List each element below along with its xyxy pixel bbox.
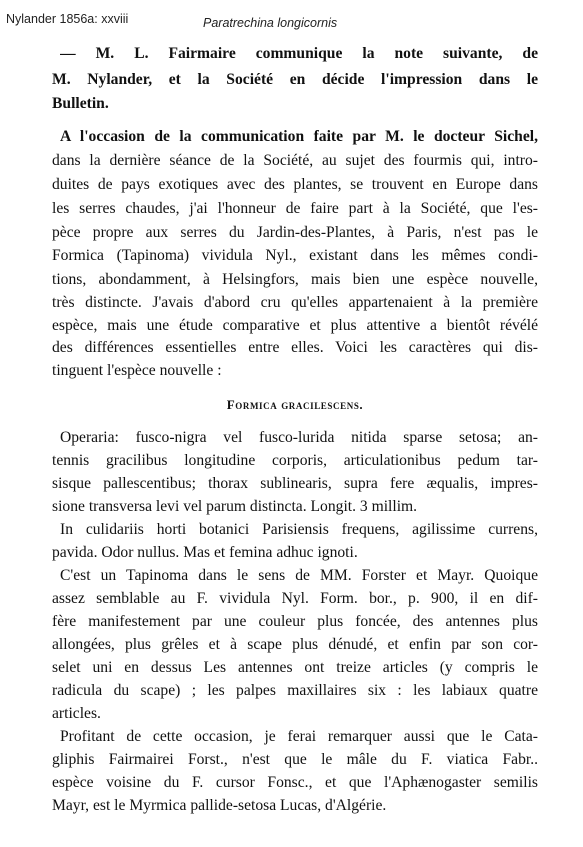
text-line: pavida. Odor nullus. Mas et femina adhuc ignoti. — [52, 544, 358, 561]
text-line: Operaria: fusco-nigra vel fusco-lurida nitida sparse setosa; an- — [60, 429, 538, 446]
text-line: sione transversa levi vel parum distincta. Longit. 3 millim. — [52, 498, 418, 515]
text-line: allongées, plus grêles et à scape plus dénudé, et enfin par son cor- — [52, 636, 538, 653]
text-line: A l'occasion de la communication faite par M. le docteur Sichel, — [60, 128, 538, 145]
text-line: espèce voisine du F. cursor Fonsc., et que l'Aphænogaster semilis — [52, 774, 538, 791]
text-line: assez semblable au F. vividula Nyl. Form. bor., p. 900, il en dif- — [52, 590, 538, 607]
text-line: des différences essentielles entre elles. Voici les caractères qui dis- — [52, 339, 538, 356]
taxon-header: Paratrechina longicornis — [203, 16, 338, 30]
text-line: — M. L. Fairmaire communique la note suivante, de — [60, 45, 538, 62]
text-line: très distincte. J'avais d'abord cru qu'elles appartenaient à la première — [52, 294, 538, 311]
text-line: dans la dernière séance de la Société, au sujet des fourmis qui, intro- — [52, 152, 538, 169]
text-line: sisque pallescentibus; thorax sublinearis, supra fere æqualis, impres- — [52, 475, 538, 492]
text-line: fère manifestement par une couleur plus foncée, des antennes plus — [52, 613, 538, 630]
text-line: Mayr, est le Myrmica pallide-setosa Lucas, d'Algérie. — [52, 797, 387, 814]
text-line: Formica (Tapinoma) vividula Nyl., existant dans les mêmes condi- — [52, 247, 538, 264]
text-line: gliphis Fairmairei Forst., n'est que le mâle du F. viatica Fabr.. — [52, 751, 538, 768]
text-line: pèce propre aux serres du Jardin-des-Plantes, à Paris, n'est pas le — [52, 224, 538, 241]
text-line: selet uni en dessus Les antennes ont treize articles (y compris le — [52, 659, 538, 676]
text-line: In culidariis horti botanici Parisiensis frequens, agilissime currens, — [60, 521, 538, 538]
text-line: Profitant de cette occasion, je ferai remarquer aussi que le Cata- — [60, 728, 538, 745]
text-line: tinguent l'espèce nouvelle : — [52, 362, 222, 379]
text-line: articles. — [52, 705, 101, 722]
text-line: tions, abondamment, à Helsingfors, mais bien une espèce nouvelle, — [52, 271, 538, 288]
text-line: Bulletin. — [52, 95, 109, 112]
text-line: C'est un Tapinoma dans le sens de MM. Forster et Mayr. Quoique — [60, 567, 538, 584]
text-line: M. Nylander, et la Société en décide l'impression dans le — [52, 71, 538, 88]
text-line: espèce, mais une étude comparative et plus attentive a bientôt révélé — [52, 317, 538, 334]
text-line: radicula du scape) ; les palpes maxillaires six : les labiaux quatre — [52, 682, 538, 699]
text-line: les serres chaudes, j'ai l'honneur de faire part à la Société, que l'es- — [52, 200, 538, 217]
section-heading: Formica gracilescens. — [226, 397, 364, 412]
citation-header: Nylander 1856a: xxviii — [6, 12, 129, 26]
text-line: tennis gracilibus longitudine corporis, articulationibus pedum tar- — [52, 452, 538, 469]
text-line: duites de pays exotiques avec des plantes, se trouvent en Europe dans — [52, 176, 538, 193]
